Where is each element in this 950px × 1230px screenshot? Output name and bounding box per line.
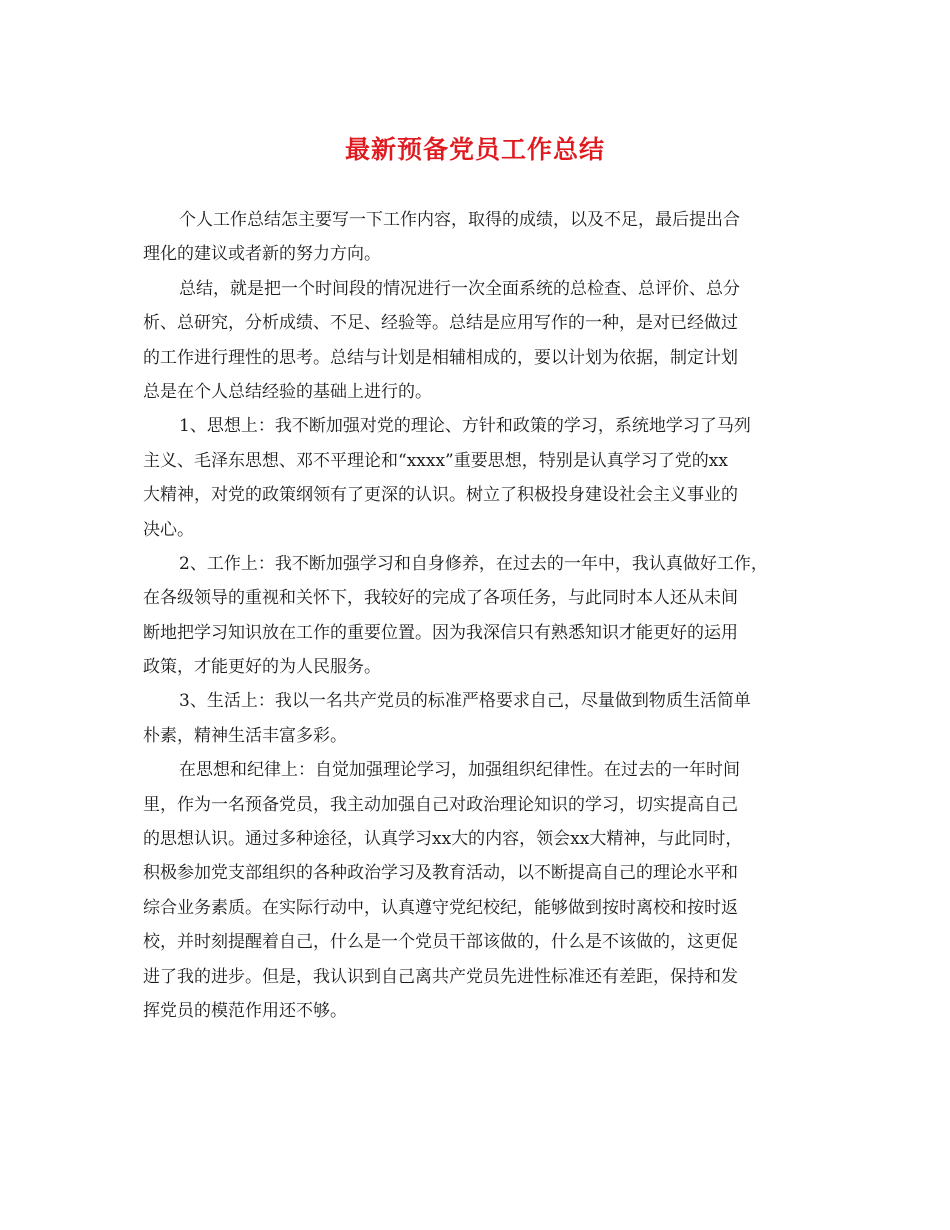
body-line: 的工作进行理性的思考。总结与计划是相辅相成的，要以计划为依据，制定计划	[143, 347, 738, 368]
body-line: 在思想和纪律上：自觉加强理论学习，加强组织纪律性。在过去的一年时间	[179, 760, 740, 781]
body-line: 综合业务素质。在实际行动中，认真遵守党纪校纪，能够做到按时离校和按时返	[143, 897, 738, 918]
body-line: 挥党员的模范作用还不够。	[143, 1000, 347, 1021]
document-body	[143, 203, 811, 1028]
body-line: 的思想认识。通过多种途径，认真学习xx大的内容，领会xx大精神，与此同时，	[143, 829, 743, 850]
body-line: 个人工作总结怎主要写一下工作内容，取得的成绩，以及不足，最后提出合	[179, 210, 740, 230]
body-line: 断地把学习知识放在工作的重要位置。因为我深信只有熟悉知识才能更好的运用	[143, 622, 738, 643]
document-title: 最新预备党员工作总结	[344, 135, 605, 164]
body-line: 理化的建议或者新的努力方向。	[143, 244, 381, 265]
body-line: 主义、毛泽东思想、邓不平理论和“xxxx”重要思想，特别是认真学习了党的xx	[143, 450, 728, 471]
body-line: 总结，就是把一个时间段的情况进行一次全面系统的总检查、总评价、总分	[179, 278, 740, 299]
body-line: 3、生活上：我以一名共产党员的标准严格要求自己，尽量做到物质生活简单	[179, 691, 751, 712]
body-line: 大精神，对党的政策纲领有了更深的认识。树立了积极投身建设社会主义事业的	[143, 485, 738, 506]
body-line: 校，并时刻提醒着自己，什么是一个党员干部该做的，什么是不该做的，这更促	[143, 932, 738, 953]
body-line: 1、思想上：我不断加强对党的理论、方针和政策的学习，系统地学习了马列	[179, 416, 751, 437]
body-line: 里，作为一名预备党员，我主动加强自己对政治理论知识的学习，切实提高自己	[143, 794, 738, 815]
body-line: 2、工作上：我不断加强学习和自身修养，在过去的一年中，我认真做好工作，	[179, 553, 768, 574]
body-line: 在各级领导的重视和关怀下，我较好的完成了各项任务，与此同时本人还从未间	[143, 588, 738, 609]
body-line: 析、总研究，分析成绩、不足、经验等。总结是应用写作的一种，是对已经做过	[143, 313, 738, 334]
body-line: 决心。	[143, 519, 194, 540]
body-line: 总是在个人总结经验的基础上进行的。	[143, 381, 432, 402]
body-line: 朴素，精神生活丰富多彩。	[143, 725, 347, 746]
body-line: 进了我的进步。但是，我认识到自己离共产党员先进性标准还有差距，保持和发	[143, 966, 738, 987]
body-line: 政策，才能更好的为人民服务。	[143, 657, 381, 678]
body-line: 积极参加党支部组织的各种政治学习及教育活动，以不断提高自己的理论水平和	[143, 863, 738, 884]
